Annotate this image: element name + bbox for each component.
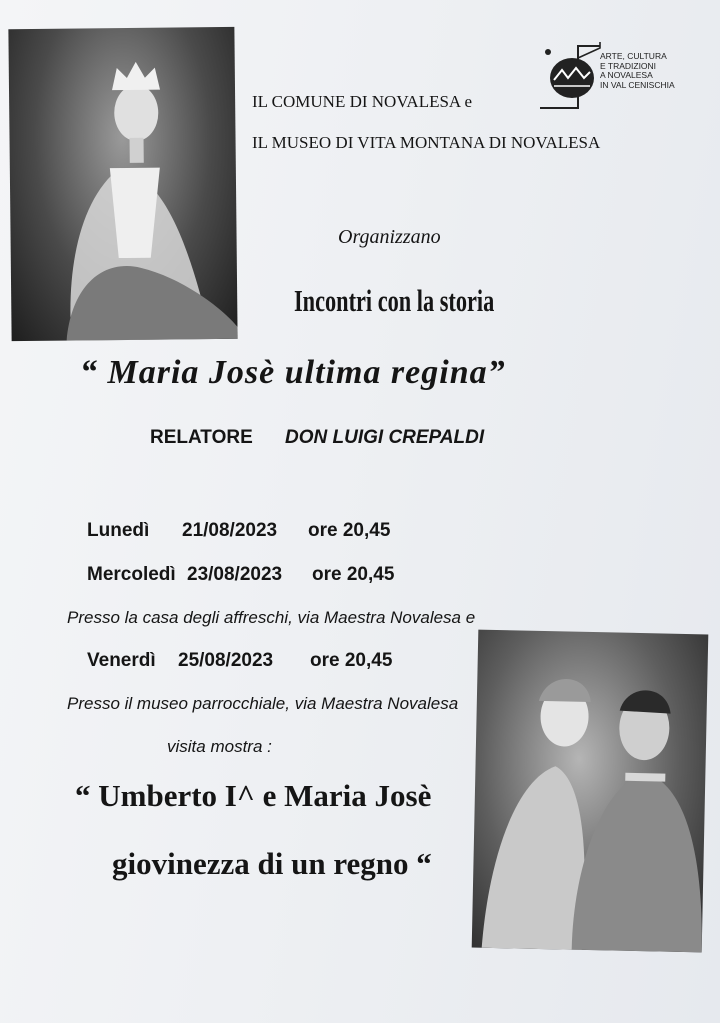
date-day: Venerdì — [87, 650, 156, 671]
exhibition-label: visita mostra : — [167, 737, 272, 756]
date-value: 25/08/2023 — [178, 650, 274, 671]
speaker-name: DON LUIGI CREPALDI — [285, 427, 485, 448]
main-title: “ Maria Josè ultima regina” — [80, 354, 506, 391]
date-day: Mercoledì — [87, 564, 176, 585]
logo-caption-line: E TRADIZIONI — [600, 60, 657, 71]
venue-1: Presso la casa degli affreschi, via Maestra Novalesa e — [67, 608, 476, 627]
queen-portrait-photo — [8, 27, 237, 341]
logo-caption-line: ARTE, CULTURA — [600, 51, 667, 61]
series-title: Incontri con la storia — [294, 283, 495, 318]
date-time: ore 20,45 — [310, 650, 393, 671]
date-value: 23/08/2023 — [187, 564, 283, 585]
venue-2: Presso il museo parrocchiale, via Maestra Novalesa — [67, 694, 459, 713]
exhibition-title-line-2: giovinezza di un regno “ — [112, 846, 432, 881]
host-line-1: IL COMUNE DI NOVALESA e — [252, 92, 473, 111]
exhibition-title-line-1: “ Umberto I^ e Maria Josè — [75, 778, 432, 813]
logo-caption — [600, 52, 675, 90]
logo-caption-line: IN VAL CENISCHIA — [600, 79, 675, 90]
date-time: ore 20,45 — [308, 520, 391, 541]
organize-label: Organizzano — [338, 226, 441, 248]
date-time: ore 20,45 — [312, 564, 395, 585]
host-line-2: IL MUSEO DI VITA MONTANA DI NOVALESA — [252, 133, 601, 152]
speaker-label: RELATORE — [150, 427, 253, 448]
logo-caption-line: A NOVALESA — [600, 70, 653, 80]
couple-portrait-photo — [472, 630, 709, 953]
date-day: Lunedì — [87, 520, 150, 541]
date-value: 21/08/2023 — [182, 520, 278, 541]
